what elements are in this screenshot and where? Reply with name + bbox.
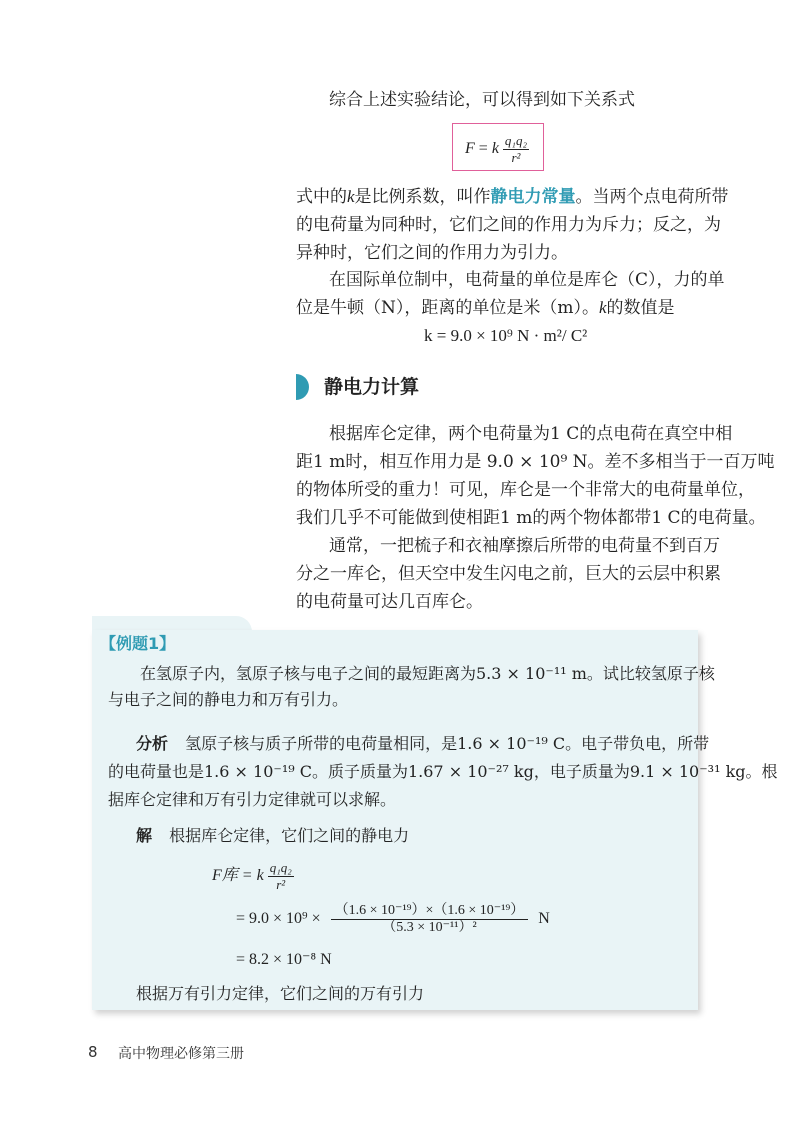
example-question-line2: 与电子之间的静电力和万有引力。 xyxy=(108,690,349,709)
para1-text-a: 式中的 xyxy=(296,187,347,207)
f-coulomb-numerator: q₁q₂ xyxy=(269,860,292,875)
para2-line1: 在国际单位制中，电荷量的单位是库仑（C），力的单 xyxy=(329,270,725,290)
para3-line3: 的物体所受的重力！可见，库仑是一个非常大的电荷量单位， xyxy=(296,480,755,500)
f-coulomb-fraction xyxy=(268,860,294,893)
f-coulomb-lhs: F库 = k xyxy=(212,867,264,885)
analysis-text-1: 氢原子核与质子所带的电荷量相同，是1.6 × 10⁻¹⁹ C。电子带负电，所带 xyxy=(185,734,710,753)
para3-line2: 距1 m时，相互作用力是 9.0 × 10⁹ N。差不多相当于一百万吨 xyxy=(296,452,775,472)
para3-line1: 根据库仑定律，两个电荷量为1 C的点电荷在真空中相 xyxy=(329,424,733,444)
para1-text-c: 。当两个点电荷所带 xyxy=(575,187,729,207)
para2-line2 xyxy=(296,298,675,318)
f-step2-line: = 8.2 × 10⁻⁸ N xyxy=(236,951,332,968)
f-step1-numerator: （1.6 × 10⁻¹⁹）×（1.6 × 10⁻¹⁹） xyxy=(331,903,529,920)
section-marker-icon xyxy=(296,374,309,400)
f-step1-fraction xyxy=(331,903,529,936)
para2-text-b: 的数值是 xyxy=(606,298,675,318)
para1-k: k xyxy=(347,187,355,206)
coulomb-formula xyxy=(465,133,529,166)
para1-line1 xyxy=(296,187,729,207)
book-title: 高中物理必修第三册 xyxy=(118,1046,244,1062)
para4-line1: 通常，一把梳子和衣袖摩擦后所带的电荷量不到百万 xyxy=(329,536,720,556)
formula-lhs: F xyxy=(465,140,475,158)
para4-line2: 分之一库仑，但天空中发生闪电之前，巨大的云层中积累 xyxy=(296,564,721,584)
para2-text-a: 位是牛顿（N），距离的单位是米（m）。 xyxy=(296,298,599,318)
f-step1-prefix: = 9.0 × 10⁹ × xyxy=(236,910,321,928)
k-value-formula: k = 9.0 × 10⁹ N · m²/ C² xyxy=(424,326,588,345)
solution-label: 解 xyxy=(136,826,153,845)
f-coulomb-denominator: r² xyxy=(276,877,286,892)
para2-k: k xyxy=(599,298,607,317)
term-electrostatic-constant: 静电力常量 xyxy=(490,187,576,207)
coulomb-formula-box xyxy=(452,123,544,171)
page-number: 8 xyxy=(88,1043,98,1061)
formula-denominator: r² xyxy=(511,150,521,165)
section-title: 静电力计算 xyxy=(324,376,420,398)
example-title: 【例题1】 xyxy=(100,634,176,653)
analysis-line3: 据库仑定律和万有引力定律就可以求解。 xyxy=(108,790,397,809)
f-step1-denominator: （5.3 × 10⁻¹¹）² xyxy=(382,920,477,935)
formula-k: k xyxy=(491,140,499,158)
intro-text: 综合上述实验结论，可以得到如下关系式 xyxy=(329,90,635,110)
example-box xyxy=(92,630,698,1010)
para4-line3: 的电荷量可达几百库仑。 xyxy=(296,592,483,612)
analysis-line2: 的电荷量也是1.6 × 10⁻¹⁹ C。质子质量为1.67 × 10⁻²⁷ kg，电子质量为9.1 × 10⁻³¹ kg。根 xyxy=(108,762,778,781)
formula-eq: = xyxy=(474,140,492,158)
f-step1-line xyxy=(236,903,550,936)
solution-text-1: 根据库仑定律，它们之间的静电力 xyxy=(169,826,410,845)
analysis-line1 xyxy=(136,734,709,754)
solution-line1 xyxy=(136,826,409,846)
f-step1-unit: N xyxy=(538,910,550,928)
para1-line2: 的电荷量为同种时，它们之间的作用力为斥力；反之，为 xyxy=(296,215,721,235)
para3-line4: 我们几乎不可能做到使相距1 m的两个物体都带1 C的电荷量。 xyxy=(296,508,766,528)
f-coulomb-line xyxy=(212,860,294,893)
solution-line2: 根据万有引力定律，它们之间的万有引力 xyxy=(136,984,425,1003)
formula-numerator: q₁q₂ xyxy=(504,133,527,148)
formula-fraction xyxy=(503,133,529,166)
example-question-line1: 在氢原子内，氢原子核与电子之间的最短距离为5.3 × 10⁻¹¹ m。试比较氢原子核 xyxy=(140,664,715,683)
analysis-label: 分析 xyxy=(136,734,169,753)
para1-text-b: 是比例系数，叫作 xyxy=(354,187,491,207)
para1-line3: 异种时，它们之间的作用力为引力。 xyxy=(296,243,568,263)
